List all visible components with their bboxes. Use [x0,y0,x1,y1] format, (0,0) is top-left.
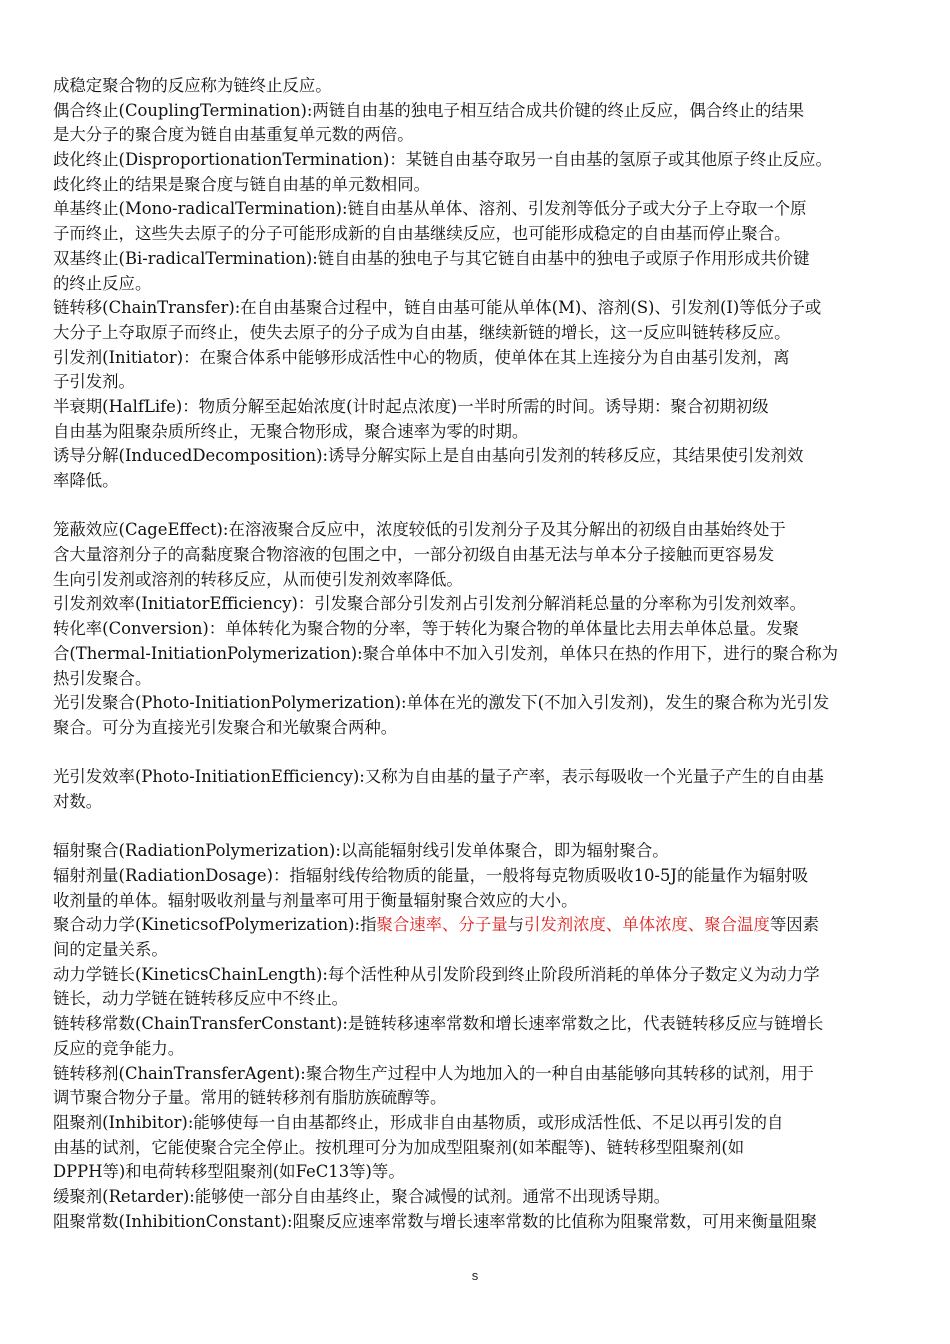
text-line: 的终止反应。 [53,273,152,293]
text-line: 笼蔽效应(CageEffect):在溶液聚合反应中，浓度较低的引发剂分子及其分解出的初级自由基始终处于 [53,520,786,540]
kinetics-connector: 与 [507,915,524,935]
text-line: 链转移(ChainTransfer):在自由基聚合过程中，链自由基可能从单体(M)、溶剂(S)、引发剂(I)等低分子或 [53,298,822,318]
text-line: 对数。 [53,791,103,811]
text-line: 链转移剂(ChainTransferAgent):聚合物生产过程中人为地加入的一种自由基能够向其转移的试剂，用于 [53,1063,814,1083]
text-line: 辐射剂量(RadiationDosage)：指辐射线传给物质的能量，一般将每克物质吸收10-5J的能量作为辐射吸 [53,866,809,885]
text-line: 大分子上夺取原子而终止，使失去原子的分子成为自由基，继续新链的增长，这一反应叫链转移反应。 [53,322,791,342]
kinetics-definition-line [53,913,905,938]
highlight-molecular-weight: 分子量 [458,915,508,935]
text-line: 引发剂效率(InitiatorEfficiency)：引发聚合部分引发剂占引发剂分解消耗总量的分率称为引发剂效率。 [53,594,806,614]
text-line: 引发剂(Initiator)：在聚合体系中能够形成活性中心的物质，使单体在其上连接分为自由基引发剂，离 [53,347,790,367]
highlight-polymerization-rate: 聚合速率 [376,915,443,935]
text-line: 辐射聚合(RadiationPolymerization):以高能辐射线引发单体聚合，即为辐射聚合。 [53,841,669,861]
text-line: 转化率(Conversion)：单体转化为聚合物的分率，等于转化为聚合物的单体量比去用去单体总量。发聚 [53,619,799,639]
text-line: 由基的试剂，它能使聚合完全停止。按机理可分为加成型阻聚剂(如苯醌等)、链转移型阻聚剂(如 [53,1137,745,1157]
text-line: 子而终止，这些失去原子的分子可能形成新的自由基继续反应，也可能形成稳定的自由基而停止聚合。 [53,224,791,244]
text-line: 生向引发剂或溶剂的转移反应，从而使引发剂效率降低。 [53,569,463,589]
text-line: 反应的竞争能力。 [53,1038,185,1058]
text-line: 子引发剂。 [53,372,135,392]
text-line: 阻聚常数(InhibitionConstant):阻聚反应速率常数与增长速率常数的比值称为阻聚常数，可用来衡量阻聚 [53,1211,818,1231]
kinetics-suffix: 等因素 [769,915,820,935]
text-line: 成稳定聚合物的反应称为链终止反应。 [53,76,332,95]
text-line: 偶合终止(CouplingTermination):两链自由基的独电子相互结合成共价键的终止反应，偶合终止的结果 [53,100,805,120]
text-line: 自由基为阻聚杂质所终止，无聚合物形成，聚合速率为零的时期。 [53,421,529,441]
highlight-concentrations-temperature: 引发剂浓度、单体浓度、聚合温度 [523,915,770,935]
text-line: 歧化终止的结果是聚合度与链自由基的单元数相同。 [53,174,430,194]
blank-line [53,494,905,519]
text-line: DPPH等)和电荷转移型阻聚剂(如FeC13等)等。 [53,1162,405,1182]
text-line: 半衰期(HalfLife)：物质分解至起始浓度(计时起点浓度)一半时所需的时间。诱导期：聚合初期初级 [53,396,769,416]
text-line: 单基终止(Mono-radicalTermination):链自由基从单体、溶剂、引发剂等低分子或大分子上夺取一个原 [53,199,807,219]
text-line: 光引发效率(Photo-InitiationEfficiency):又称为自由基的量子产率，表示每吸收一个光量子产生的自由基 [53,767,824,787]
kinetics-prefix: 聚合动力学(KineticsofPolymerization):指 [53,915,377,935]
text-line: 动力学链长(KineticsChainLength):每个活性种从引发阶段到终止阶段所消耗的单体分子数定义为动力学 [53,964,820,984]
text-line: 歧化终止(DisproportionationTermination)：某链自由基夺取另一自由基的氢原子或其他原子终止反应。 [53,150,832,170]
text-line: 诱导分解(InducedDecomposition):诱导分解实际上是自由基向引发剂的转移反应，其结果使引发剂效 [53,446,804,466]
text-line: 链转移常数(ChainTransferConstant):是链转移速率常数和增长速率常数之比，代表链转移反应与链增长 [53,1014,824,1034]
text-line: 率降低。 [53,471,119,490]
blank-line [53,815,905,840]
text-line: 聚合。可分为直接光引发聚合和光敏聚合两种。 [53,717,398,737]
text-line: 是大分子的聚合度为链自由基重复单元数的两倍。 [53,125,414,145]
text-line: 合(Thermal-InitiationPolymerization):聚合单体中不加入引发剂，单体只在热的作用下，进行的聚合称为 [53,643,838,663]
text-line: 光引发聚合(Photo-InitiationPolymerization):单体在光的激发下(不加入引发剂)，发生的聚合称为光引发 [53,693,830,713]
text-line: 间的定量关系。 [53,940,168,960]
text-line: 热引发聚合。 [53,668,152,688]
blank-line [53,741,905,766]
text-line: 调节聚合物分子量。常用的链转移剂有脂肪族硫醇等。 [53,1088,447,1108]
highlight-separator: 、 [442,915,459,935]
document-body [53,74,905,1234]
text-line: 阻聚剂(Inhibitor):能够使每一自由基都终止，形成非自由基物质，或形成活性低、不足以再引发的自 [53,1112,784,1132]
text-line: 含大量溶剂分子的高黏度聚合物溶液的包围之中，一部分初级自由基无法与单本分子接触而更容易发 [53,545,775,565]
text-line: 收剂量的单体。辐射吸收剂量与剂量率可用于衡量辐射聚合效应的大小。 [53,890,578,910]
text-line: 双基终止(Bi-radicalTermination):链自由基的独电子与其它链自由基中的独电子或原子作用形成共价键 [53,248,810,268]
text-line: 链长，动力学链在链转移反应中不终止。 [53,989,349,1009]
text-line: 缓聚剂(Retarder):能够使一部分自由基终止，聚合减慢的试剂。通常不出现诱导期。 [53,1186,671,1206]
page-number: s [471,1268,479,1283]
